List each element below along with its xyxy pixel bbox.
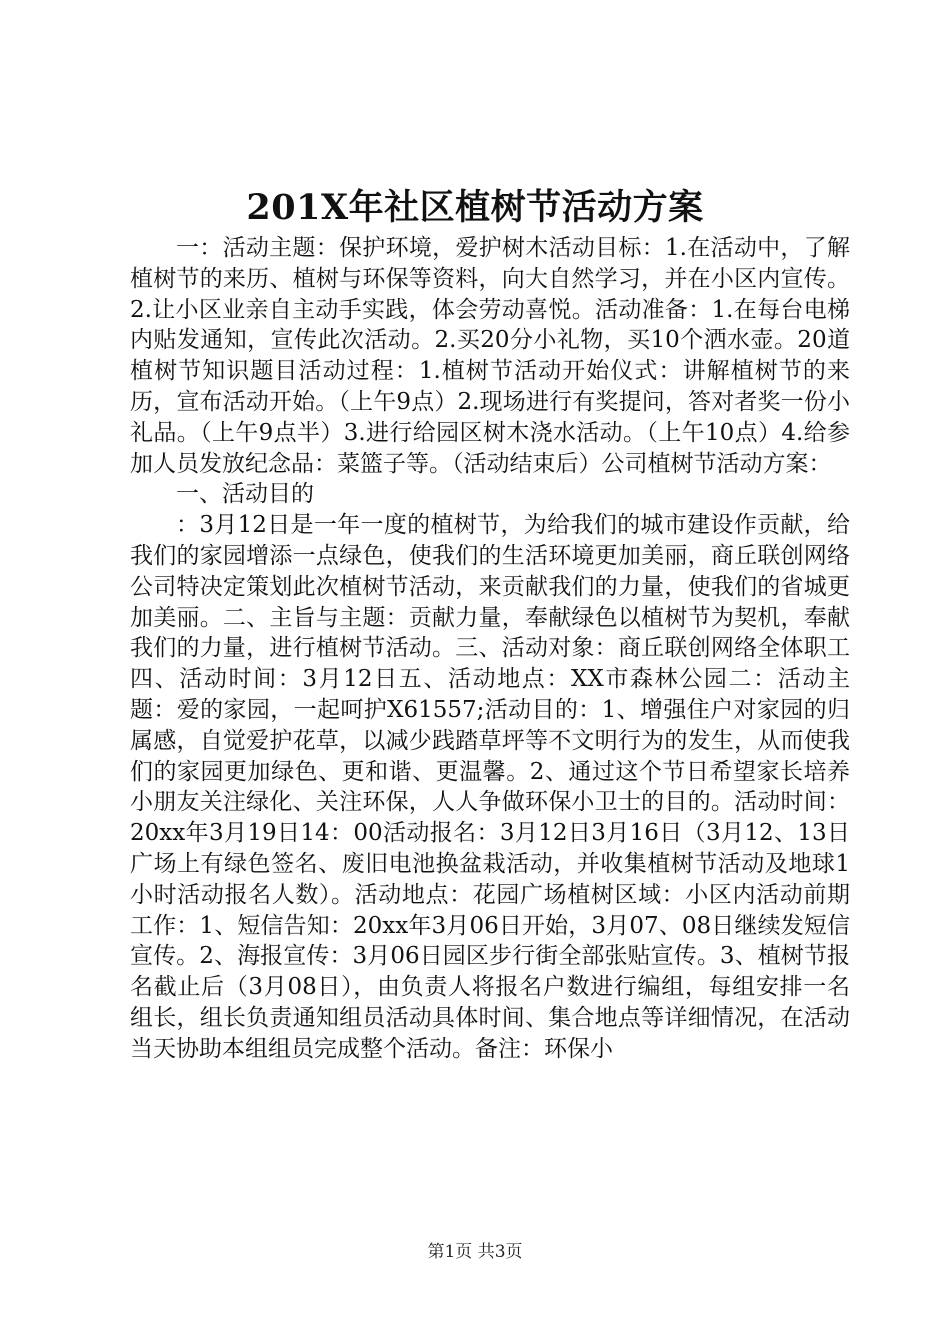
body-paragraph-3: ：3月12日是一年一度的植树节，为给我们的城市建设作贡献，给我们的家园增添一点绿色，使我们的生活环境更加美丽，商丘联创网络公司特决定策划此次植树节活动，来贡献我们的力量，使我们的省城更加美丽。二、主旨与主题：贡献力量，奉献绿色以植树节为契机，奉献我们的力量，进行植树节活动。三、活动对象：商丘联创网络全体职工四、活动时间：3月12日五、活动地点：XX市森林公园二：活动主题：爱的家园，一起呵护X61557;活动目的：1、增强住户对家园的归属感，自觉爱护花草，以减少践踏草坪等不文明行为的发生，从而使我们的家园更加绿色、更和谐、更温馨。2、通过这个节日希望家长培养小朋友关注绿化、关注环保，人人争做环保小卫士的目的。活动时间：20xx年3月19日14：00活动报名：3月12日3月16日（3月12、13日广场上有绿色签名、废旧电池换盆栽活动，并收集植树节活动及地球1小时活动报名人数）。活动地点：花园广场植树区域：小区内活动前期工作：1、短信告知：20xx年3月06日开始，3月07、08日继续发短信宣传。2、海报宣传：3月06日园区步行街全部张贴宣传。3、植树节报名截止后（3月08日），由负责人将报名户数进行编组，每组安排一名组长，组长负责通知组员活动具体时间、集合地点等详细情况，在活动当天协助本组组员完成整个活动。备注：环保小 [130, 512, 850, 1062]
document-title: 201X年社区植树节活动方案 [246, 187, 704, 228]
page-number-footer: 第1页 共3页 [427, 1242, 523, 1262]
body-paragraph-1: 一：活动主题：保护环境，爱护树木活动目标：1.在活动中，了解植树节的来历、植树与环保等资料，向大自然学习，并在小区内宣传。2.让小区业亲自主动手实践，体会劳动喜悦。活动准备：1.在每台电梯内贴发通知，宣传此次活动。2.买20分小礼物，买10个洒水壶。20道植树节知识题目活动过程：1.植树节活动开始仪式：讲解植树节的来历，宣布活动开始。（上午9点）2.现场进行有奖提问，答对者奖一份小礼品。（上午9点半）3.进行给园区树木浇水活动。（上午10点）4.给参加人员发放纪念品：菜篮子等。（活动结束后）公司植树节活动方案： [130, 235, 850, 477]
document-body [130, 233, 850, 1065]
body-paragraph-2: 一、活动目的 [176, 481, 314, 508]
